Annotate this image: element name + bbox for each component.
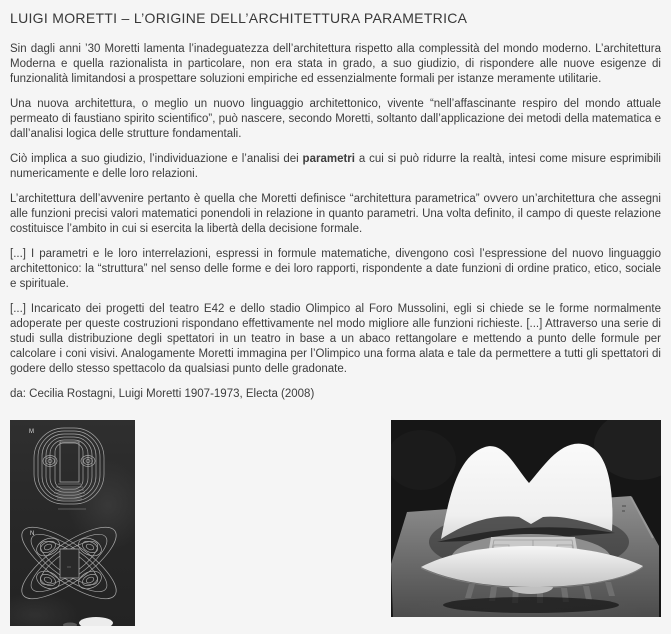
citation: da: Cecilia Rostagni, Luigi Moretti 1907-1973, Electa (2008) <box>10 388 315 400</box>
paragraph-3-text-post: a cui si può ridurre la realtà, intesi come misure esprimibili numericamente e delle loro relazioni. <box>10 153 661 180</box>
page-title: LUIGI MORETTI – L’ORIGINE DELL’ARCHITETTURA PARAMETRICA <box>10 10 468 26</box>
paragraph-1: Sin dagli anni ’30 Moretti lamenta l’inadeguatezza dell’architettura rispetto alla complessità del mondo moderno. L’architettura Moderna e quella razionalista in particolare, non era stata in grado, a suo giudizio, di rispondere alle nuove esigenze di funzionalità limitandosi a prospettare soluzioni empiriche ed essenzialmente formali per istanze meramente utilitarie. <box>10 43 661 85</box>
stadium-model-image <box>391 420 661 617</box>
isophote-diagrams-image <box>10 420 135 626</box>
emphasis-parametri: parametri <box>302 153 355 165</box>
paragraph-3-text-pre: Ciò implica a suo giudizio, l’individuazione e l’analisi dei <box>10 153 303 165</box>
base-shadow <box>443 597 619 613</box>
paragraph-3 <box>10 152 661 182</box>
figure-isophote-diagrams <box>10 420 135 626</box>
paragraph-6: [...] Incaricato dei progetti del teatro E42 e dello stadio Olimpico al Foro Mussolini, egli si chiede se le forme normalmente adoperate per queste costruzioni rispondano effettivamente nel modo migliore alle funzioni richieste. [...] Attraverso una serie di studi sulla distribuzione degli spettatori in un teatro in base a un abaco rettangolare e mettendo a punto delle formule per calcolare i coni visivi. Analogamente Moretti immagina per l’Olimpico una forma alata e tale da permettere a tutti gli spettatori di godere dello stesso spettacolo da qualsiasi punto delle gradonate. <box>10 303 661 375</box>
figures-row <box>10 420 661 626</box>
diagram-label-n: N <box>30 531 35 537</box>
figure-stadium-model <box>391 420 661 617</box>
paragraph-5: [...] I parametri e le loro interrelazioni, espressi in formule matematiche, divengono così l’espressione del nuovo linguaggio architettonico: la “struttura” nel senso delle forme e dei loro rapporti, rispondente a date funzioni di ordine pratico, etico, sociale e spirituale. <box>10 248 661 290</box>
paragraph-2: Una nuova architettura, o meglio un nuovo linguaggio architettonico, vivente “nell’affascinante respiro del mondo attuale permeato di faustiano spirito scientifico”, può nascere, secondo Moretti, soltanto dall’applicazione dei metodi della matematica e dall’analisi logica delle strutture fondamentali. <box>10 98 661 140</box>
diagram-label-m: M <box>29 429 34 435</box>
paragraph-4: L’architettura dell’avvenire pertanto è quella che Moretti definisce “architettura parametrica” ovvero un’architettura che assegni alle funzioni precisi valori matematici ponendoli in relazione in quanto parametri. Una volta definito, il campo di queste relazione costituisce l’ambito in cui si esercita la libertà della decisione formale. <box>10 193 661 235</box>
